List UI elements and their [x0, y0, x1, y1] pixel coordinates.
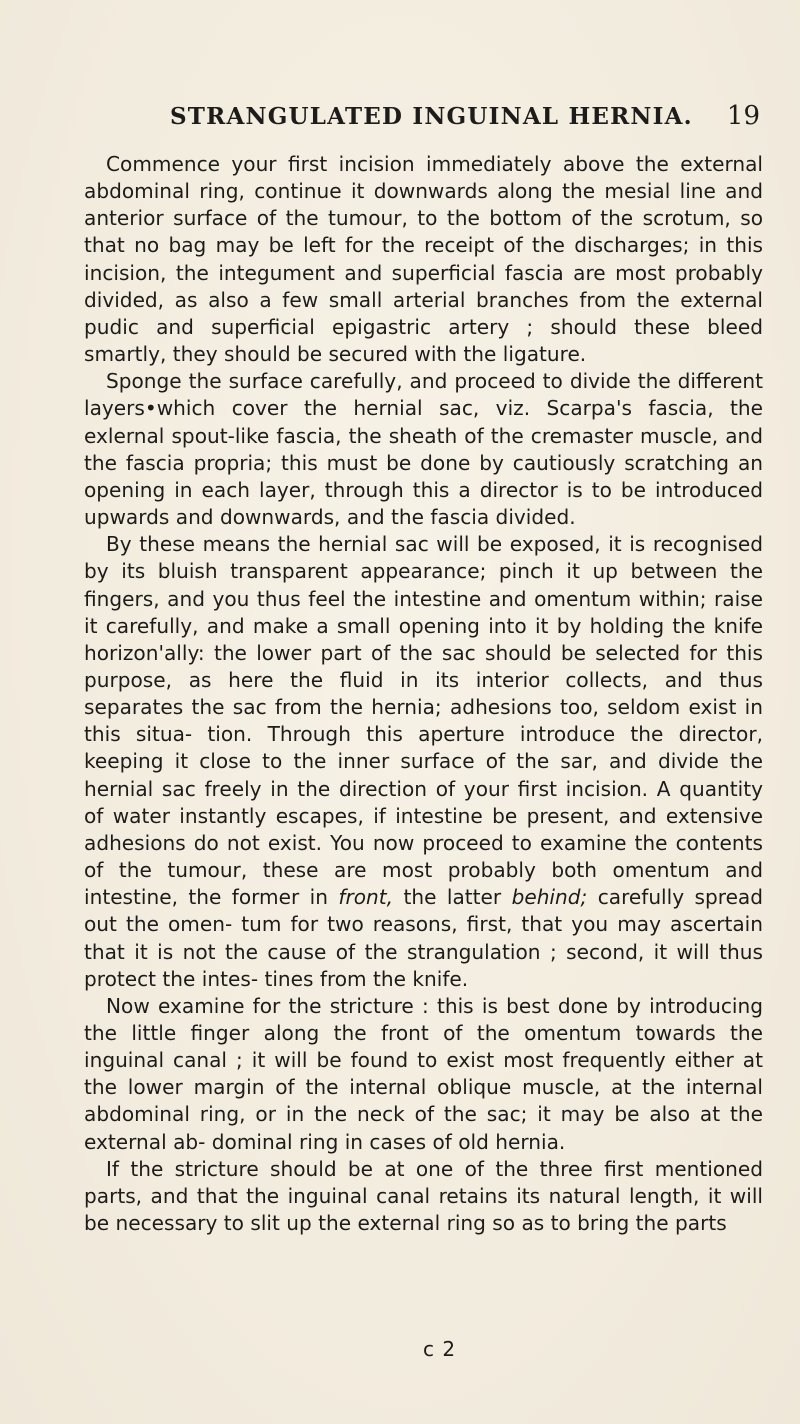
italic-front: front, [338, 885, 394, 910]
paragraph-incision: Commence your first incision immediately above the external abdominal ring, continue it downwards along the mesial line and anterior surface of the tumour, to the bottom of the scrotum, so that no bag may be left for the receipt of the discharges; in this incision, the integument and superficial fascia are most probably divided, as also a few small arterial branches from the external pudic and superficial epigastric artery ; should these bleed smartly, they should be secured with the ligature. [84, 152, 763, 367]
paragraph-hernial-sac-text-1: By these means the hernial sac will be exposed, it is recognised by its bluish transparent appearance; pinch it up between the fingers, and you thus feel the intestine and omentum within; raise it carefully, and make a small opening into it by holding the knife horizon'ally: the lower part of the sac should be selected for this purpose, as here the fluid in its interior collects, and thus separates the sac from the hernia; adhesions too, seldom exist in this situa- tion. Through this aperture introduce the director, keeping it close to the inner surface of the sar, and divide the hernial sac freely in the direction of your first incision. A quantity of water instantly escapes, if intestine be present, and extensive adhesions do not exist. You now proceed to examine the contents of the tumour, these are most probably both omentum and intestine, the former in [84, 532, 763, 910]
signature-mark: c 2 [423, 1337, 457, 1361]
paragraph-sponge: Sponge the surface carefully, and proceed to divide the different layers•which cover the hernial sac, viz. Scarpa's fascia, the exlernal spout-like fascia, the sheath of the cremaster muscle, and the fascia propria; this must be done by cautiously scratching an opening in each layer, through this a director is to be introduced upwards and downwards, and the fascia divided. [84, 369, 763, 530]
paragraph-stricture: Now examine for the stricture : this is best done by introducing the little finger along the front of the omentum towards the inguinal canal ; it will be found to exist most frequently either at the lower margin of the internal oblique muscle, at the internal abdominal ring, or in the neck of the sac; it may be also at the external ab- dominal ring in cases of old hernia. [84, 993, 763, 1154]
paragraph-hernial-sac-text-3: carefully spread out the omen- tum for two reasons, first, that you may ascertain that it is not the cause of the strangulation ; second, it will thus protect the intes- tines from the knife. [84, 885, 764, 991]
body-text [84, 151, 763, 1237]
italic-behind: behind; [511, 885, 588, 910]
running-head: STRANGULATED INGUINAL HERNIA. [170, 103, 693, 130]
paragraph-inguinal-canal: If the stricture should be at one of the three first mentioned parts, and that the inguinal canal retains its natural length, it will be necessary to slit up the external ring so as to bring the parts [84, 1156, 763, 1236]
page-number: 19 [726, 101, 760, 131]
page-header [170, 103, 760, 139]
paragraph-hernial-sac [84, 531, 763, 993]
paragraph-hernial-sac-text-2: the latter [403, 885, 502, 910]
